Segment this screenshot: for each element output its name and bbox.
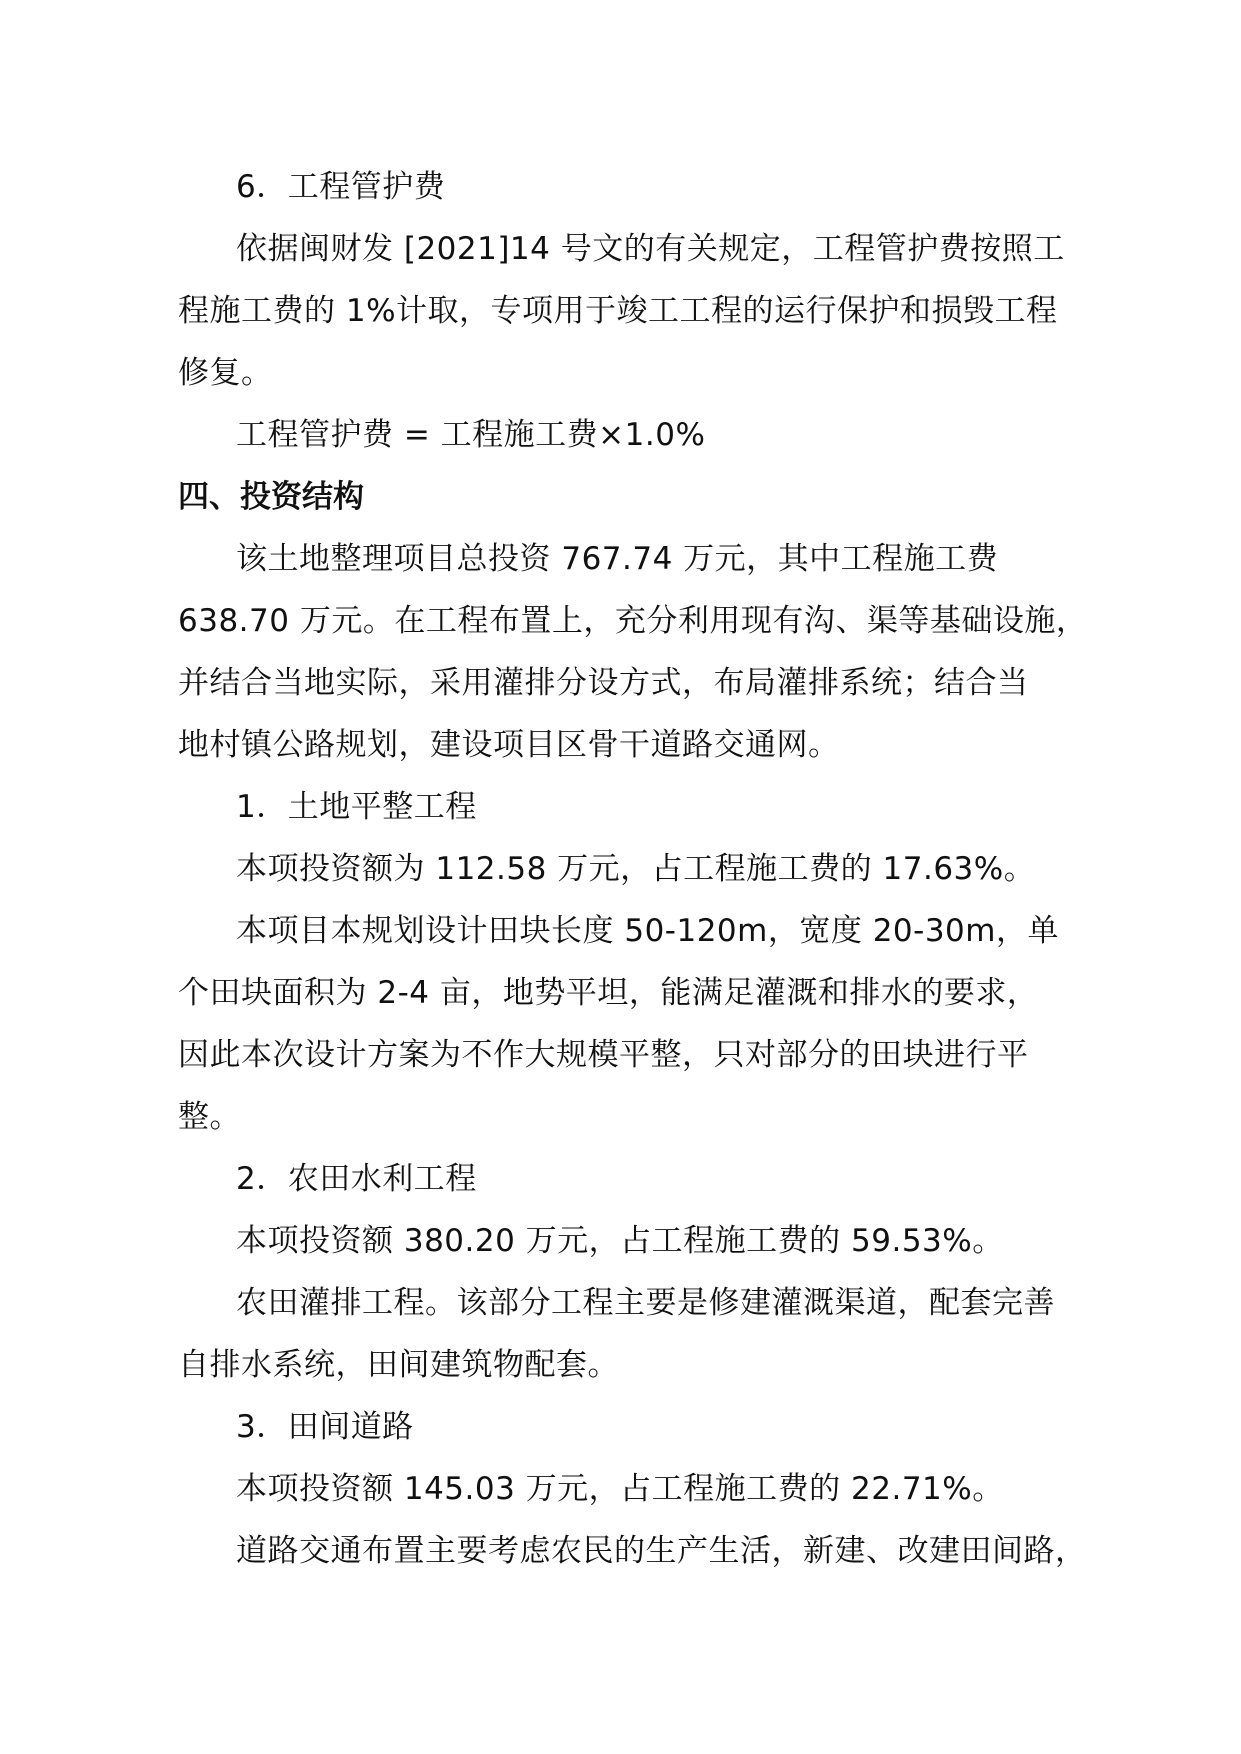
item-2-investment: 本项投资额 380.20 万元，占工程施工费的 59.53%。 xyxy=(236,1223,1004,1259)
paragraph-line: 整。 xyxy=(178,1099,241,1135)
section-6-title: 6．工程管护费 xyxy=(236,169,446,205)
item-1-title: 1．土地平整工程 xyxy=(236,789,477,825)
paragraph-line: 因此本次设计方案为不作大规模平整，只对部分的田块进行平 xyxy=(178,1037,1029,1073)
item-1-investment: 本项投资额为 112.58 万元，占工程施工费的 17.63%。 xyxy=(236,851,1036,887)
paragraph-line: 本项目本规划设计田块长度 50-120m，宽度 20-30m，单 xyxy=(236,913,1059,949)
item-3-title: 3．田间道路 xyxy=(236,1409,414,1445)
paragraph-line: 自排水系统，田间建筑物配套。 xyxy=(178,1347,619,1383)
paragraph-line: 该土地整理项目总投资 767.74 万元，其中工程施工费 xyxy=(236,541,999,577)
document-body xyxy=(178,156,1098,1582)
item-3-investment: 本项投资额 145.03 万元，占工程施工费的 22.71%。 xyxy=(236,1471,1004,1507)
formula-line: 工程管护费 = 工程施工费×1.0% xyxy=(236,417,706,453)
paragraph-line: 道路交通布置主要考虑农民的生产生活，新建、改建田间路， xyxy=(236,1533,1087,1569)
paragraph-line: 修复。 xyxy=(178,355,273,391)
paragraph-line: 依据闽财发 [2021]14 号文的有关规定，工程管护费按照工 xyxy=(236,231,1065,267)
section-heading-investment-structure: 四、投资结构 xyxy=(178,479,364,515)
item-2-title: 2．农田水利工程 xyxy=(236,1161,477,1197)
paragraph-line: 并结合当地实际，采用灌排分设方式，布局灌排系统；结合当 xyxy=(178,665,1029,701)
paragraph-line: 638.70 万元。在工程布置上，充分利用现有沟、渠等基础设施， xyxy=(178,603,1088,639)
paragraph-line: 地村镇公路规划，建设项目区骨干道路交通网。 xyxy=(178,727,840,763)
paragraph-line: 程施工费的 1%计取，专项用于竣工工程的运行保护和损毁工程 xyxy=(178,293,1058,329)
paragraph-line: 农田灌排工程。该部分工程主要是修建灌溉渠道，配套完善 xyxy=(236,1285,1055,1321)
paragraph-line: 个田块面积为 2-4 亩，地势平坦，能满足灌溉和排水的要求， xyxy=(178,975,1039,1011)
